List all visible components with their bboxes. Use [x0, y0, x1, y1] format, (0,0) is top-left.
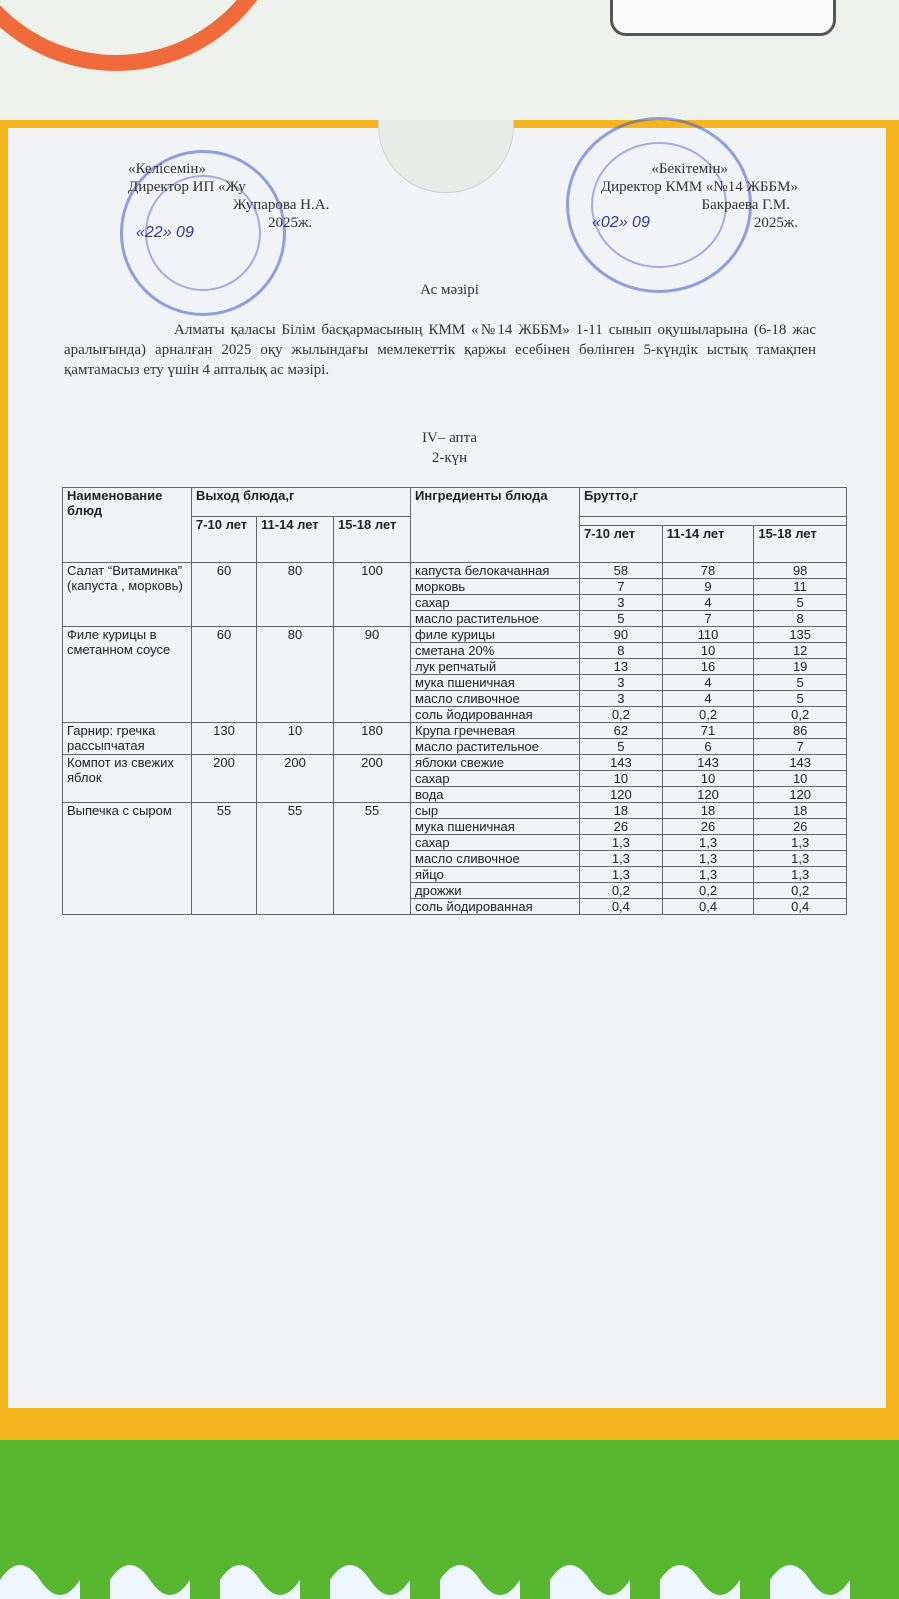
brutto-value: 5 — [580, 739, 663, 755]
dish-name: Филе курицы в сметанном соусе — [63, 627, 192, 723]
ingredient-name: сметана 20% — [411, 643, 580, 659]
brutto-value: 18 — [754, 803, 847, 819]
dish-output: 200 — [257, 755, 334, 803]
dish-output: 200 — [334, 755, 411, 803]
header-ingredients: Ингредиенты блюда — [411, 488, 580, 563]
brutto-value: 16 — [662, 659, 754, 675]
brutto-value: 0,2 — [580, 883, 663, 899]
brutto-value: 120 — [580, 787, 663, 803]
brutto-value: 0,2 — [580, 707, 663, 723]
ingredient-name: масло растительное — [411, 739, 580, 755]
right-approval-role: Директор КММ «№14 ЖББМ» — [600, 179, 798, 195]
brutto-value: 18 — [662, 803, 754, 819]
brutto-value: 26 — [662, 819, 754, 835]
brutto-value: 0,2 — [754, 883, 847, 899]
dish-name: Выпечка с сыром — [63, 803, 192, 915]
left-approval-block — [128, 160, 329, 232]
ingredient-name: Крупа гречневая — [411, 723, 580, 739]
dish-output: 55 — [257, 803, 334, 915]
left-approval-label: «Келісемін» — [128, 161, 206, 177]
brutto-value: 6 — [662, 739, 754, 755]
ingredient-name: филе курицы — [411, 627, 580, 643]
ingredient-name: сахар — [411, 835, 580, 851]
ingredient-name: яйцо — [411, 867, 580, 883]
ingredient-name: соль йодированная — [411, 899, 580, 915]
brutto-value: 120 — [662, 787, 754, 803]
ingredient-name: морковь — [411, 579, 580, 595]
brutto-value: 71 — [662, 723, 754, 739]
brutto-value: 110 — [662, 627, 754, 643]
left-signature-date: «22» 09 — [136, 224, 194, 241]
brutto-value: 26 — [754, 819, 847, 835]
brutto-value: 0,4 — [754, 899, 847, 915]
brutto-value: 120 — [754, 787, 847, 803]
table-row — [63, 563, 847, 579]
brutto-value: 5 — [754, 675, 847, 691]
brutto-value: 10 — [754, 771, 847, 787]
header-brutto-age1: 7-10 лет — [580, 526, 663, 563]
ingredient-name: сахар — [411, 595, 580, 611]
dish-output: 80 — [257, 563, 334, 627]
left-approval-name: Жупарова Н.А. — [233, 197, 330, 213]
ingredient-name: соль йодированная — [411, 707, 580, 723]
ingredient-name: капуста белокачанная — [411, 563, 580, 579]
header-output-age2: 11-14 лет — [257, 517, 334, 563]
header-brutto: Брутто,г — [580, 488, 847, 517]
dish-output: 100 — [334, 563, 411, 627]
wall-decoration-white — [610, 0, 836, 36]
brutto-value: 10 — [662, 771, 754, 787]
ingredient-name: масло сливочное — [411, 851, 580, 867]
brutto-value: 19 — [754, 659, 847, 675]
ingredient-name: яблоки свежие — [411, 755, 580, 771]
table-row — [63, 803, 847, 819]
brutto-value: 1,3 — [580, 835, 663, 851]
brutto-value: 135 — [754, 627, 847, 643]
ingredient-name: мука пшеничная — [411, 819, 580, 835]
header-output-age1: 7-10 лет — [192, 517, 257, 563]
brutto-value: 7 — [580, 579, 663, 595]
brutto-value: 7 — [662, 611, 754, 627]
brutto-value: 4 — [662, 691, 754, 707]
brutto-value: 5 — [754, 691, 847, 707]
brutto-value: 0,4 — [662, 899, 754, 915]
day-label: 2-күн — [431, 450, 468, 466]
ingredient-name: масло растительное — [411, 611, 580, 627]
brutto-value: 143 — [754, 755, 847, 771]
dish-output: 90 — [334, 627, 411, 723]
ingredient-name: вода — [411, 787, 580, 803]
brutto-value: 12 — [754, 643, 847, 659]
brutto-value: 90 — [580, 627, 663, 643]
dish-name: Салат “Витаминка” (капуста , морковь) — [63, 563, 192, 627]
table-row — [63, 755, 847, 771]
header-output-age3: 15-18 лет — [334, 517, 411, 563]
ingredient-name: сыр — [411, 803, 580, 819]
dish-name: Гарнир: гречка рассыпчатая — [63, 723, 192, 755]
brutto-value: 143 — [580, 755, 663, 771]
brutto-value: 13 — [580, 659, 663, 675]
brutto-value: 1,3 — [754, 835, 847, 851]
brutto-value: 1,3 — [662, 867, 754, 883]
menu-table — [62, 487, 847, 915]
brutto-value: 86 — [754, 723, 847, 739]
brutto-value: 98 — [754, 563, 847, 579]
brutto-value: 26 — [580, 819, 663, 835]
right-approval-name: Бакраева Г.М. — [701, 197, 790, 213]
dish-name: Компот из свежих яблок — [63, 755, 192, 803]
brutto-value: 11 — [754, 579, 847, 595]
right-approval-block — [548, 160, 798, 232]
brutto-value: 9 — [662, 579, 754, 595]
brutto-value: 4 — [662, 675, 754, 691]
header-dish: Наименование блюд — [63, 488, 192, 563]
dish-output: 60 — [192, 563, 257, 627]
ingredient-name: мука пшеничная — [411, 675, 580, 691]
table-row — [63, 627, 847, 643]
left-approval-role: Директор ИП «Жу — [128, 179, 246, 195]
brutto-value: 58 — [580, 563, 663, 579]
brutto-value: 5 — [580, 611, 663, 627]
brutto-value: 0,4 — [580, 899, 663, 915]
dish-output: 130 — [192, 723, 257, 755]
brutto-value: 8 — [754, 611, 847, 627]
brutto-value: 7 — [754, 739, 847, 755]
document-title: Ас мәзірі — [420, 282, 479, 298]
brutto-value: 1,3 — [662, 835, 754, 851]
dish-output: 55 — [192, 803, 257, 915]
right-approval-date: 2025ж. — [753, 215, 798, 231]
dish-output: 200 — [192, 755, 257, 803]
ingredient-name: дрожжи — [411, 883, 580, 899]
ingredient-name: масло сливочное — [411, 691, 580, 707]
ingredient-name: лук репчатый — [411, 659, 580, 675]
menu-table-body — [63, 563, 847, 915]
brutto-value: 0,2 — [662, 883, 754, 899]
brutto-value: 5 — [754, 595, 847, 611]
brutto-value: 78 — [662, 563, 754, 579]
brutto-value: 0,2 — [754, 707, 847, 723]
brutto-value: 4 — [662, 595, 754, 611]
dish-output: 80 — [257, 627, 334, 723]
header-brutto-age2: 11-14 лет — [662, 526, 754, 563]
dish-output: 10 — [257, 723, 334, 755]
brutto-value: 62 — [580, 723, 663, 739]
week-label: IV– апта — [422, 430, 477, 446]
brutto-value: 1,3 — [662, 851, 754, 867]
right-approval-label: «Бекітемін» — [651, 161, 728, 177]
brutto-value: 18 — [580, 803, 663, 819]
brutto-value: 1,3 — [580, 867, 663, 883]
brutto-value: 3 — [580, 691, 663, 707]
brutto-value: 143 — [662, 755, 754, 771]
brutto-value: 8 — [580, 643, 663, 659]
brutto-value: 10 — [580, 771, 663, 787]
brutto-value: 1,3 — [580, 851, 663, 867]
brutto-value: 1,3 — [754, 851, 847, 867]
brutto-value: 3 — [580, 675, 663, 691]
dish-output: 55 — [334, 803, 411, 915]
kazakh-ornament-border — [0, 1540, 899, 1599]
brutto-value: 1,3 — [754, 867, 847, 883]
brutto-value: 3 — [580, 595, 663, 611]
brutto-value: 0,2 — [662, 707, 754, 723]
header-output: Выход блюда,г — [192, 488, 411, 517]
ingredient-name: сахар — [411, 771, 580, 787]
dish-output: 60 — [192, 627, 257, 723]
table-row — [63, 723, 847, 739]
left-approval-date: 2025ж. — [268, 215, 313, 231]
dish-output: 180 — [334, 723, 411, 755]
header-brutto-age3: 15-18 лет — [754, 526, 847, 563]
document-paragraph: Алматы қаласы Білім басқармасының КММ «№14 ЖББМ» 1-11 сынып оқушыларына (6-18 жас аралығында) арналған 2025 оқу жылындағы мемлекеттік қаржы есебінен бөлінген 5-күндік ыстық тамақпен қамтамасыз ету үшін 4 апталық ас мәзірі. — [64, 322, 816, 378]
right-signature-date: «02» 09 — [592, 214, 650, 231]
brutto-value: 10 — [662, 643, 754, 659]
